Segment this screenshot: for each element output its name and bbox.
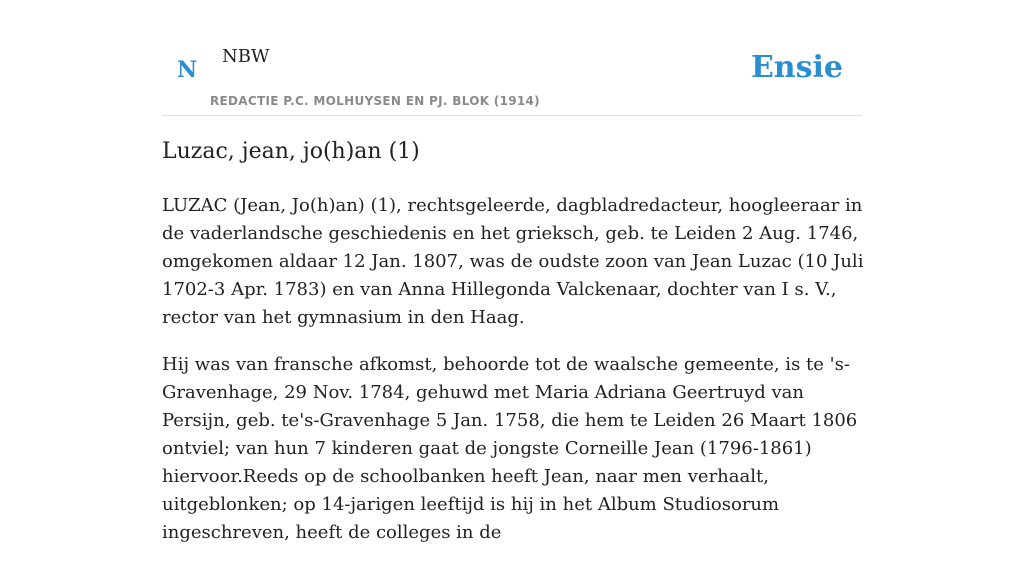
article-body [162, 192, 866, 566]
source-logo[interactable]: N [177, 57, 198, 83]
brand-logo[interactable]: Ensie [750, 50, 843, 85]
article-paragraph-1: LUZAC (Jean, Jo(h)an) (1), rechtsgeleerde, dagbladredacteur, hoogleeraar in de vaderlandsche geschiedenis en het grieksch, geb. te Leiden 2 Aug. 1746, omgekomen aldaar 12 Jan. 1807, was de oudste zoon van Jean Luzac (10 Juli 1702-3 Apr. 1783) en van Anna Hillegonda Valckenaar, dochter van I s. V., rector van het gymnasium in den Haag. [162, 195, 864, 328]
source-subtitle: REDACTIE P.C. MOLHUYSEN EN PJ. BLOK (1914) [210, 94, 540, 108]
article-paragraph-2: Hij was van fransche afkomst, behoorde tot de waalsche gemeente, is te 's-Gravenhage, 29 Nov. 1784, gehuwd met Maria Adriana Geertruyd van Persijn, geb. te's-Gravenhage 5 Jan. 1758, die hem te Leiden 26 Maart 1806 ontviel; van hun 7 kinderen gaat de jongste Corneille Jean (1796-1861) hiervoor.Reeds op de schoolbanken heeft Jean, naar men verhaalt, uitgeblonken; op 14-jarigen leeftijd is hij in het Album Studiosorum ingeschreven, heeft de colleges in de [162, 354, 858, 543]
source-name[interactable]: NBW [222, 46, 270, 67]
page [162, 0, 864, 543]
article-title: Luzac, jean, jo(h)an (1) [162, 139, 420, 164]
header [162, 0, 862, 116]
